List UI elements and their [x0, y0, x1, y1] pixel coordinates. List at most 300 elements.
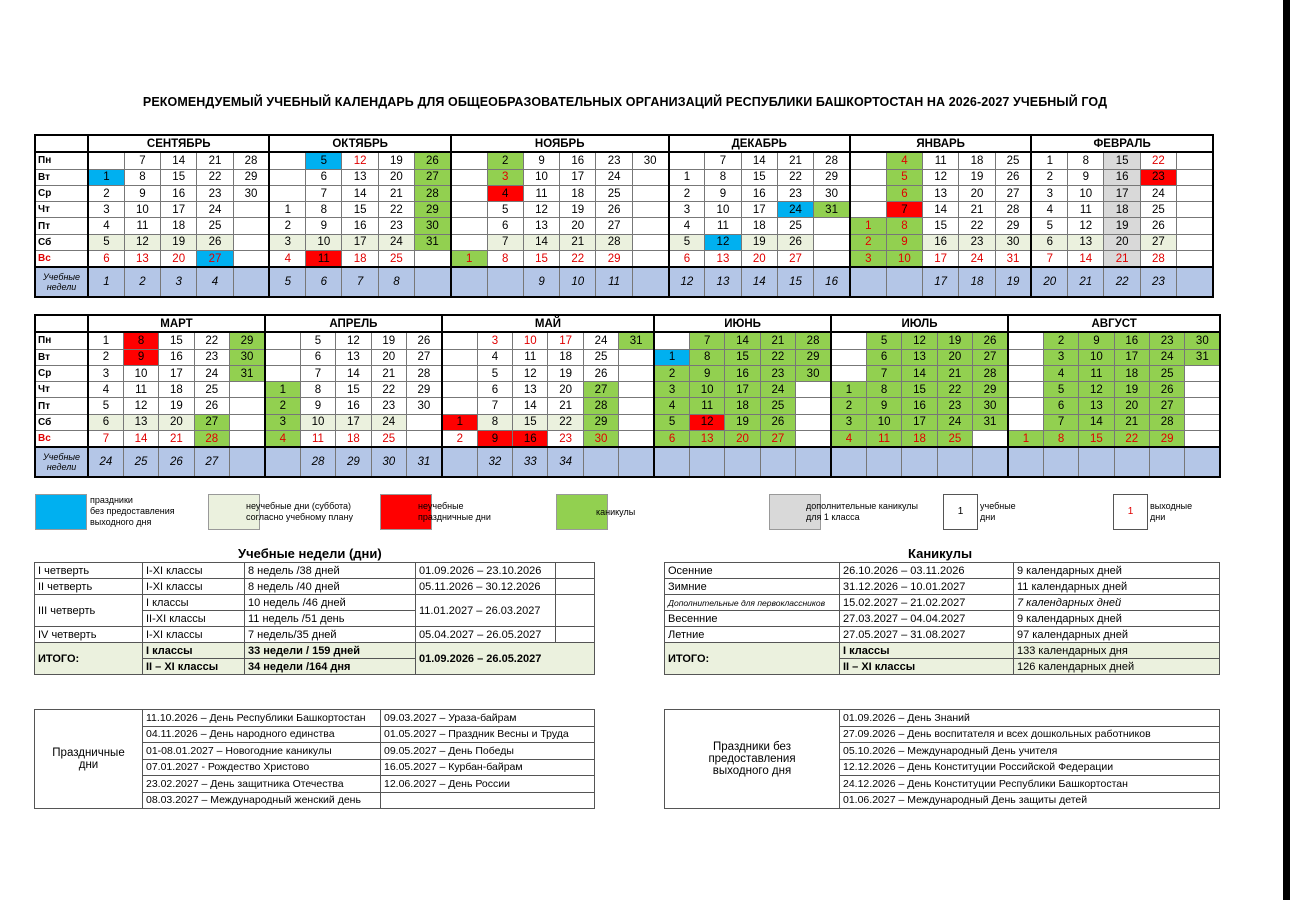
week-number: 19 [995, 267, 1031, 297]
day-cell: 5 [1043, 382, 1078, 398]
day-cell: 27 [777, 251, 813, 268]
holiday-item: 16.05.2027 – Курбан-байрам [381, 759, 595, 776]
quarter-weeks: 10 недель /46 дней [245, 595, 416, 611]
week-number [725, 447, 760, 477]
day-cell [1185, 365, 1220, 381]
week-number [442, 447, 477, 477]
day-cell [669, 152, 705, 169]
day-cell: 4 [831, 431, 866, 448]
day-cell: 14 [923, 202, 959, 218]
quarter-empty [556, 595, 595, 627]
day-cell: 3 [654, 382, 689, 398]
day-cell: 23 [760, 365, 795, 381]
day-cell: 7 [866, 365, 901, 381]
day-cell: 16 [161, 185, 197, 201]
holiday-item: 08.03.2027 – Международный женский день [143, 792, 381, 809]
week-number: 9 [523, 267, 559, 297]
day-cell: 8 [690, 349, 725, 365]
day-cell: 19 [378, 152, 414, 169]
day-cell: 16 [1114, 332, 1149, 349]
legend-vacation: каникулы [596, 507, 636, 517]
week-number [230, 447, 265, 477]
day-cell: 3 [88, 365, 123, 381]
day-cell [632, 202, 668, 218]
day-cell: 4 [477, 349, 512, 365]
day-cell: 28 [1140, 251, 1176, 268]
day-cell: 24 [197, 202, 233, 218]
day-label: Вт [35, 169, 88, 185]
day-cell: 23 [378, 218, 414, 234]
day-cell [1185, 382, 1220, 398]
day-cell: 22 [197, 169, 233, 185]
day-cell: 14 [336, 365, 371, 381]
day-cell: 23 [959, 234, 995, 250]
day-cell: 28 [995, 202, 1031, 218]
day-cell [1185, 414, 1220, 430]
day-cell: 11 [690, 398, 725, 414]
day-cell: 13 [923, 185, 959, 201]
day-cell: 15 [161, 169, 197, 185]
week-number: 8 [378, 267, 414, 297]
month-header: СЕНТЯБРЬ [88, 135, 269, 152]
day-cell: 17 [159, 365, 194, 381]
day-cell: 12 [923, 169, 959, 185]
day-cell: 10 [705, 202, 741, 218]
day-cell [88, 152, 124, 169]
holiday-item: 11.10.2026 – День Республики Башкортостан [143, 710, 381, 727]
day-label: Пн [35, 152, 88, 169]
day-cell: 16 [342, 218, 378, 234]
day-cell: 4 [487, 185, 523, 201]
day-cell: 18 [1104, 202, 1140, 218]
week-number: 25 [123, 447, 158, 477]
week-number: 5 [269, 267, 305, 297]
day-cell: 13 [690, 431, 725, 448]
day-cell: 8 [306, 202, 342, 218]
day-cell [265, 365, 300, 381]
holiday-item: 04.11.2026 – День народного единства [143, 726, 381, 743]
day-cell: 5 [866, 332, 901, 349]
day-cell: 12 [124, 234, 160, 250]
day-cell [451, 152, 487, 169]
day-cell [442, 365, 477, 381]
day-cell: 7 [306, 185, 342, 201]
day-cell: 13 [523, 218, 559, 234]
vacation-days: 7 календарных дней [1014, 595, 1220, 611]
holidays-nodayoff-table [664, 709, 1220, 809]
day-cell: 19 [161, 234, 197, 250]
day-cell: 6 [1043, 398, 1078, 414]
day-cell: 3 [477, 332, 512, 349]
day-cell [451, 185, 487, 201]
day-cell: 23 [194, 349, 229, 365]
day-cell: 18 [1114, 365, 1149, 381]
day-cell: 12 [513, 365, 548, 381]
calendar-table-mar-aug [34, 314, 1221, 478]
day-cell [1177, 218, 1213, 234]
day-cell: 12 [705, 234, 741, 250]
vacation-days: 9 календарных дней [1014, 563, 1220, 579]
week-number: 23 [1140, 267, 1176, 297]
day-cell: 10 [513, 332, 548, 349]
day-cell [451, 202, 487, 218]
day-cell [230, 382, 265, 398]
day-cell [233, 251, 269, 268]
day-cell: 26 [1140, 218, 1176, 234]
day-cell: 2 [831, 398, 866, 414]
day-cell: 29 [596, 251, 632, 268]
day-cell: 21 [937, 365, 972, 381]
day-cell: 7 [705, 152, 741, 169]
holiday-nodayoff-item: 01.09.2026 – День Знаний [840, 710, 1220, 727]
day-cell: 11 [124, 218, 160, 234]
quarter-weeks: 11 недель /51 день [245, 611, 416, 627]
vacations-total-label: ИТОГО: [665, 643, 840, 675]
day-cell: 9 [886, 234, 922, 250]
day-cell: 19 [371, 332, 406, 349]
day-cell: 25 [197, 218, 233, 234]
week-number [1043, 447, 1078, 477]
day-cell [406, 431, 441, 448]
day-cell: 31 [230, 365, 265, 381]
day-cell [973, 431, 1008, 448]
week-number [451, 267, 487, 297]
legend-holiday-no-dayoff: праздники без предоставления выходного дня [90, 495, 175, 527]
day-cell: 8 [705, 169, 741, 185]
day-cell: 3 [831, 414, 866, 430]
day-cell: 21 [1104, 251, 1140, 268]
day-cell: 2 [487, 152, 523, 169]
day-cell: 7 [300, 365, 335, 381]
day-cell: 26 [596, 202, 632, 218]
legend-study-box: 1 [943, 494, 978, 530]
weeks-label: Учебные недели [35, 267, 88, 297]
day-cell [814, 218, 850, 234]
legend-off-box: 1 [1113, 494, 1148, 530]
day-cell: 20 [378, 169, 414, 185]
day-cell: 8 [477, 414, 512, 430]
day-cell: 14 [725, 332, 760, 349]
day-cell: 30 [230, 349, 265, 365]
vacation-days: 11 календарных дней [1014, 579, 1220, 595]
day-cell: 27 [194, 414, 229, 430]
day-cell [451, 234, 487, 250]
day-cell: 16 [513, 431, 548, 448]
day-cell: 19 [1104, 218, 1140, 234]
quarter-name: III четверть [35, 595, 143, 627]
day-cell: 25 [937, 431, 972, 448]
day-cell: 11 [123, 382, 158, 398]
quarter-dates: 05.11.2026 – 30.12.2026 [416, 579, 556, 595]
day-cell: 2 [88, 349, 123, 365]
day-cell: 7 [886, 202, 922, 218]
day-cell [1177, 169, 1213, 185]
day-cell: 4 [1043, 365, 1078, 381]
day-cell: 9 [1079, 332, 1114, 349]
day-cell [850, 202, 886, 218]
holiday-item: 23.02.2027 – День защитника Отечества [143, 776, 381, 793]
day-cell: 20 [725, 431, 760, 448]
day-cell: 2 [1043, 332, 1078, 349]
day-cell: 11 [523, 185, 559, 201]
day-cell: 27 [596, 218, 632, 234]
day-cell [831, 332, 866, 349]
day-cell: 27 [760, 431, 795, 448]
day-cell: 30 [406, 398, 441, 414]
day-cell: 26 [415, 152, 451, 169]
day-cell: 2 [265, 398, 300, 414]
day-cell [632, 169, 668, 185]
day-cell: 18 [159, 382, 194, 398]
day-cell: 5 [477, 365, 512, 381]
day-cell: 18 [560, 185, 596, 201]
week-number [690, 447, 725, 477]
day-cell: 23 [548, 431, 583, 448]
day-cell [230, 431, 265, 448]
day-cell: 9 [123, 349, 158, 365]
day-cell: 1 [269, 202, 305, 218]
day-cell: 5 [88, 234, 124, 250]
holidays-label: Праздничные дни [35, 710, 143, 809]
day-cell: 13 [1079, 398, 1114, 414]
day-cell: 9 [523, 152, 559, 169]
day-cell [269, 152, 305, 169]
day-label: Вт [35, 349, 88, 365]
day-cell: 8 [300, 382, 335, 398]
day-cell [654, 332, 689, 349]
day-cell: 30 [583, 431, 618, 448]
day-cell: 30 [1185, 332, 1220, 349]
day-cell [1008, 365, 1043, 381]
day-cell: 16 [159, 349, 194, 365]
day-cell: 29 [973, 382, 1008, 398]
day-cell [619, 398, 654, 414]
day-cell: 3 [669, 202, 705, 218]
day-cell: 5 [669, 234, 705, 250]
day-cell: 18 [959, 152, 995, 169]
holidays-nodayoff-label: Праздники без предоставления выходного дня [665, 710, 840, 809]
day-cell: 6 [88, 414, 123, 430]
day-cell [269, 169, 305, 185]
day-cell: 17 [161, 202, 197, 218]
day-cell: 14 [513, 398, 548, 414]
week-number: 28 [300, 447, 335, 477]
day-cell: 19 [741, 234, 777, 250]
day-cell: 17 [1104, 185, 1140, 201]
day-cell: 9 [705, 185, 741, 201]
day-cell: 17 [725, 382, 760, 398]
day-cell: 7 [1043, 414, 1078, 430]
month-header: ИЮНЬ [654, 315, 831, 332]
day-cell [831, 349, 866, 365]
day-cell [1008, 398, 1043, 414]
day-label: Сб [35, 414, 88, 430]
day-cell [406, 414, 441, 430]
quarters-total-label: ИТОГО: [35, 643, 143, 675]
day-cell: 21 [371, 365, 406, 381]
day-cell: 31 [415, 234, 451, 250]
day-cell: 22 [777, 169, 813, 185]
week-number [1185, 447, 1220, 477]
week-number [973, 447, 1008, 477]
month-header: АПРЕЛЬ [265, 315, 442, 332]
day-cell: 10 [306, 234, 342, 250]
day-cell: 22 [194, 332, 229, 349]
quarter-empty [556, 627, 595, 643]
day-cell: 7 [88, 431, 123, 448]
day-cell: 8 [1068, 152, 1104, 169]
week-number: 1 [88, 267, 124, 297]
day-cell [796, 398, 831, 414]
day-cell: 11 [1079, 365, 1114, 381]
day-cell: 1 [88, 332, 123, 349]
week-number [487, 267, 523, 297]
day-cell: 31 [814, 202, 850, 218]
holiday-item: 09.05.2027 – День Победы [381, 743, 595, 760]
day-cell: 1 [88, 169, 124, 185]
day-cell: 3 [88, 202, 124, 218]
day-cell: 29 [995, 218, 1031, 234]
vacations-total-days: 126 календарных дней [1014, 659, 1220, 675]
day-cell: 30 [796, 365, 831, 381]
day-cell: 5 [886, 169, 922, 185]
quarters-total-classes: II – XI классы [143, 659, 245, 675]
day-cell: 9 [306, 218, 342, 234]
day-cell [451, 169, 487, 185]
vacation-name: Летние [665, 627, 840, 643]
quarters-total-dates: 01.09.2026 – 26.05.2027 [416, 643, 595, 675]
day-cell: 17 [548, 332, 583, 349]
day-cell: 15 [523, 251, 559, 268]
day-cell: 21 [959, 202, 995, 218]
day-cell: 28 [1149, 414, 1184, 430]
vacation-name: Дополнительные для первоклассников [665, 595, 840, 611]
day-cell: 24 [378, 234, 414, 250]
day-cell: 16 [725, 365, 760, 381]
day-cell: 11 [513, 349, 548, 365]
day-cell: 27 [415, 169, 451, 185]
day-cell: 6 [1031, 234, 1067, 250]
day-cell: 20 [159, 414, 194, 430]
day-cell: 17 [560, 169, 596, 185]
day-cell [233, 202, 269, 218]
day-cell: 17 [1114, 349, 1149, 365]
day-cell: 28 [583, 398, 618, 414]
day-cell: 1 [669, 169, 705, 185]
day-cell: 20 [371, 349, 406, 365]
day-cell: 21 [1114, 414, 1149, 430]
day-cell: 29 [415, 202, 451, 218]
quarters-table [34, 562, 595, 675]
day-cell: 28 [194, 431, 229, 448]
week-number [583, 447, 618, 477]
day-cell: 29 [583, 414, 618, 430]
day-cell: 3 [1043, 349, 1078, 365]
quarter-dates: 11.01.2027 – 26.03.2027 [416, 595, 556, 627]
week-number [902, 447, 937, 477]
day-cell: 23 [197, 185, 233, 201]
day-cell: 18 [336, 431, 371, 448]
day-cell: 11 [705, 218, 741, 234]
day-cell: 26 [973, 332, 1008, 349]
month-header: НОЯБРЬ [451, 135, 669, 152]
day-cell: 4 [886, 152, 922, 169]
day-cell: 6 [88, 251, 124, 268]
day-cell [619, 382, 654, 398]
day-cell: 31 [1185, 349, 1220, 365]
day-cell [1177, 251, 1213, 268]
week-number: 24 [88, 447, 123, 477]
day-cell: 21 [548, 398, 583, 414]
week-number [233, 267, 269, 297]
quarters-total-classes: I классы [143, 643, 245, 659]
day-cell: 15 [1104, 152, 1140, 169]
day-cell: 30 [995, 234, 1031, 250]
week-number: 27 [194, 447, 229, 477]
day-cell: 23 [937, 398, 972, 414]
day-cell: 8 [123, 332, 158, 349]
week-number: 11 [596, 267, 632, 297]
day-cell: 14 [902, 365, 937, 381]
day-cell [814, 251, 850, 268]
day-cell: 16 [902, 398, 937, 414]
day-cell: 28 [406, 365, 441, 381]
day-cell: 10 [886, 251, 922, 268]
corner-cell [35, 315, 88, 332]
day-cell [1177, 234, 1213, 250]
day-cell: 21 [560, 234, 596, 250]
day-label: Пт [35, 218, 88, 234]
day-cell: 17 [336, 414, 371, 430]
day-label: Сб [35, 234, 88, 250]
holiday-nodayoff-item: 24.12.2026 – День Конституции Республики Башкортостан [840, 776, 1220, 793]
week-number: 10 [560, 267, 596, 297]
day-cell: 13 [513, 382, 548, 398]
day-cell: 14 [1079, 414, 1114, 430]
week-number [937, 447, 972, 477]
day-cell: 20 [161, 251, 197, 268]
week-number [1008, 447, 1043, 477]
day-cell: 14 [342, 185, 378, 201]
day-cell [850, 169, 886, 185]
day-cell [442, 332, 477, 349]
day-cell: 23 [1149, 332, 1184, 349]
calendar-table-sep-feb [34, 134, 1214, 298]
day-cell: 12 [1079, 382, 1114, 398]
day-cell: 27 [583, 382, 618, 398]
day-label: Ср [35, 365, 88, 381]
day-cell [796, 431, 831, 448]
day-cell [415, 251, 451, 268]
month-header: ДЕКАБРЬ [669, 135, 850, 152]
day-cell: 1 [265, 382, 300, 398]
day-cell: 3 [265, 414, 300, 430]
week-number: 31 [406, 447, 441, 477]
vacation-dates: 31.12.2026 – 10.01.2027 [840, 579, 1014, 595]
day-cell: 29 [814, 169, 850, 185]
day-cell: 8 [1043, 431, 1078, 448]
quarter-dates: 05.04.2027 – 26.05.2027 [416, 627, 556, 643]
day-cell: 21 [777, 152, 813, 169]
day-cell: 25 [777, 218, 813, 234]
day-cell: 20 [1114, 398, 1149, 414]
day-cell: 22 [371, 382, 406, 398]
day-cell: 28 [973, 365, 1008, 381]
day-cell: 10 [124, 202, 160, 218]
day-cell: 6 [654, 431, 689, 448]
day-cell: 18 [342, 251, 378, 268]
week-number: 26 [159, 447, 194, 477]
